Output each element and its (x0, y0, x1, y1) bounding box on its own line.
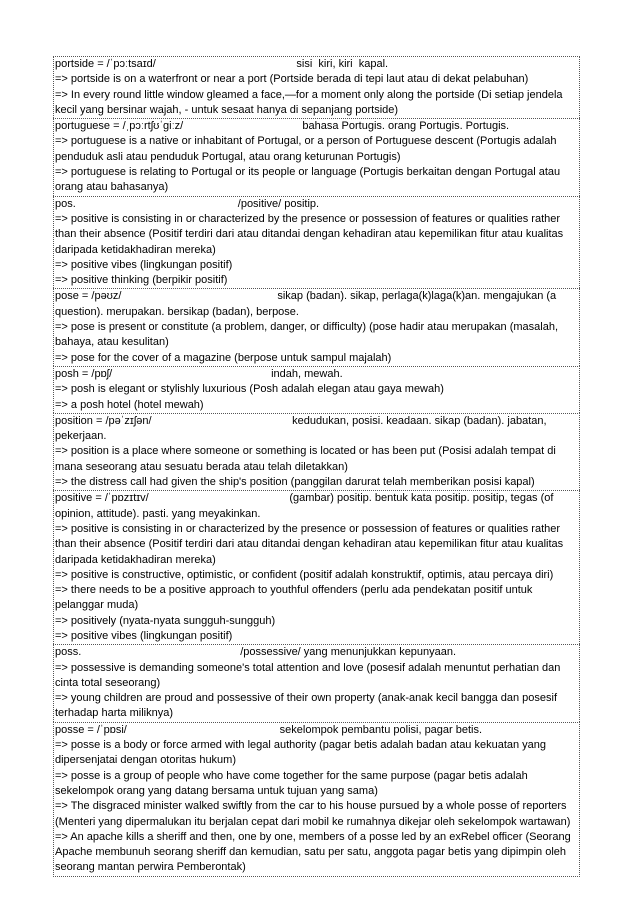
entry-headword: portuguese = /ˌpɔːrtʃʊˈgiːz/ bahasa Portugis. orang Portugis. Portugis. (55, 120, 510, 133)
entry-example-line: => pose is present or constitute (a problem, danger, or difficulty) (pose hadir atau merupakan (masalah, bahaya, atau kesulitan) (55, 321, 559, 349)
entry-example-line: => position is a place where someone or something is located or has been put (Posisi adalah tempat di mana seseorang atau sesuatu berada atau telah diletakkan) (55, 445, 556, 473)
entry-headword: position = /pəˈzɪʃən/ kedudukan, posisi. keadaan. sikap (badan). jabatan, pekerjaan. (55, 414, 550, 443)
entry-example-line: => pose for the cover of a magazine (berpose untuk sampul majalah) (55, 351, 392, 364)
entry-example-line: => portuguese is a native or inhabitant of Portugal, or a person of Portuguese descent (Portugis adalah penduduk asli atau penduduk Portugal, atau orang keturunan Portugis) (55, 135, 557, 163)
entry-headword: pose = /pəʊz/ sikap (badan). sikap, perlaga(k)laga(k)an. mengajukan (a question). merupakan. bersikap (badan), berpose. (55, 290, 560, 318)
entry-example-line: => In every round little window gleamed a face,—for a moment only along the portside (Di setiap jendela kecil yang bersinar wajah, - untuk sesaat hanya di sepanjang portside) (55, 88, 563, 116)
dictionary-entry (53, 490, 580, 644)
entry-example-line: => portside is on a waterfront or near a port (Portside berada di tepi laut atau di dekat pelabuhan) (55, 73, 529, 86)
dictionary-entry (53, 118, 580, 195)
entry-example-line: => An apache kills a sheriff and then, one by one, members of a posse led by an exRebel officer (Seorang Apache membunuh seorang sheriff dan kemudian, satu per satu, anggota pagar betis yang dipimpin oleh seorang mantan perwira Pemberontak) (55, 830, 571, 874)
dictionary-entry (53, 196, 580, 289)
entry-headword: portside = /ˈpɔːtsaɪd/ sisi kiri, kiri kapal. (55, 58, 389, 70)
entry-example-line: => posh is elegant or stylishly luxurious (Posh adalah elegan atau gaya mewah) (55, 383, 444, 396)
dictionary-entry (53, 644, 580, 721)
entry-example-line: => possessive is demanding someone's total attention and love (posesif adalah menuntut perhatian dan cinta total seseorang) (55, 661, 561, 689)
dictionary-entry (53, 366, 580, 413)
entry-example-line: => positive vibes (lingkungan positif) (55, 258, 233, 271)
entry-example-line: => there needs to be a positive approach to youthful offenders (perlu ada pendekatan positif untuk pelanggar muda) (55, 584, 533, 612)
entry-example-line: => positive is consisting in or characterized by the presence or possession of features or qualities rather than their absence (Positif terdiri dari atau ditandai dengan kehadiran atau kepemilikan fitur atau kualitas daripada ketidakhadiran mereka) (55, 522, 564, 566)
entry-example-line: => the distress call had given the ship's position (panggilan darurat telah memberikan posisi kapal) (55, 476, 535, 489)
entry-example-line: => positive vibes (lingkungan positif) (55, 629, 233, 642)
entry-example-line: => a posh hotel (hotel mewah) (55, 398, 204, 411)
entry-example-line: => The disgraced minister walked swiftly from the car to his house pursued by a whole posse of reporters (Menteri yang dipermalukan itu berjalan cepat dari mobil ke rumahnya dikejar oleh sekelompok wartawan) (55, 800, 571, 828)
dictionary-page (53, 56, 580, 877)
entry-example-line: => positive is constructive, optimistic, or confident (positif adalah konstruktif, optimis, atau percaya diri) (55, 568, 554, 581)
entry-example-line: => portuguese is relating to Portugal or its people or language (Portugis berkaitan dengan Portugal atau orang atau bahasanya) (55, 166, 561, 194)
entry-headword: positive = /ˈpɒzɪtɪv/ (gambar) positip. bentuk kata positip. positip, tegas (of opinion, attitude). pasti. yang meyakinkan. (55, 492, 557, 520)
dictionary-entry (53, 413, 580, 490)
entry-headword: posse = /ˈpɒsi/ sekelompok pembantu polisi, pagar betis. (55, 723, 483, 736)
entry-example-line: => positively (nyata-nyata sungguh-sungguh) (55, 614, 276, 627)
entry-headword: pos. /positive/ positip. (55, 197, 320, 210)
entry-example-line: => positive is consisting in or characterized by the presence or possession of features or qualities rather than their absence (Positif terdiri dari atau ditandai dengan kehadiran atau kepemilikan fitur atau kualitas daripada ketidakhadiran mereka) (55, 212, 564, 256)
entry-example-line: => posse is a body or force armed with legal authority (pagar betis adalah badan atau kekuatan yang dipersenjatai dengan otoritas hukum) (55, 739, 547, 767)
entry-headword: poss. /possessive/ yang menunjukkan kepunyaan. (55, 646, 457, 659)
entry-example-line: => young children are proud and possessive of their own property (anak-anak kecil bangga dan posesif terhadap harta miliknya) (55, 692, 558, 720)
entry-headword: posh = /pɒʃ/ indah, mewah. (55, 367, 343, 380)
dictionary-entry (53, 56, 580, 118)
dictionary-entry (53, 722, 580, 877)
entry-example-line: => posse is a group of people who have come together for the same purpose (pagar betis adalah sekelompok orang yang datang bersama untuk tujuan yang sama) (55, 769, 528, 797)
dictionary-entry (53, 288, 580, 365)
entry-example-line: => positive thinking (berpikir positif) (55, 274, 228, 287)
